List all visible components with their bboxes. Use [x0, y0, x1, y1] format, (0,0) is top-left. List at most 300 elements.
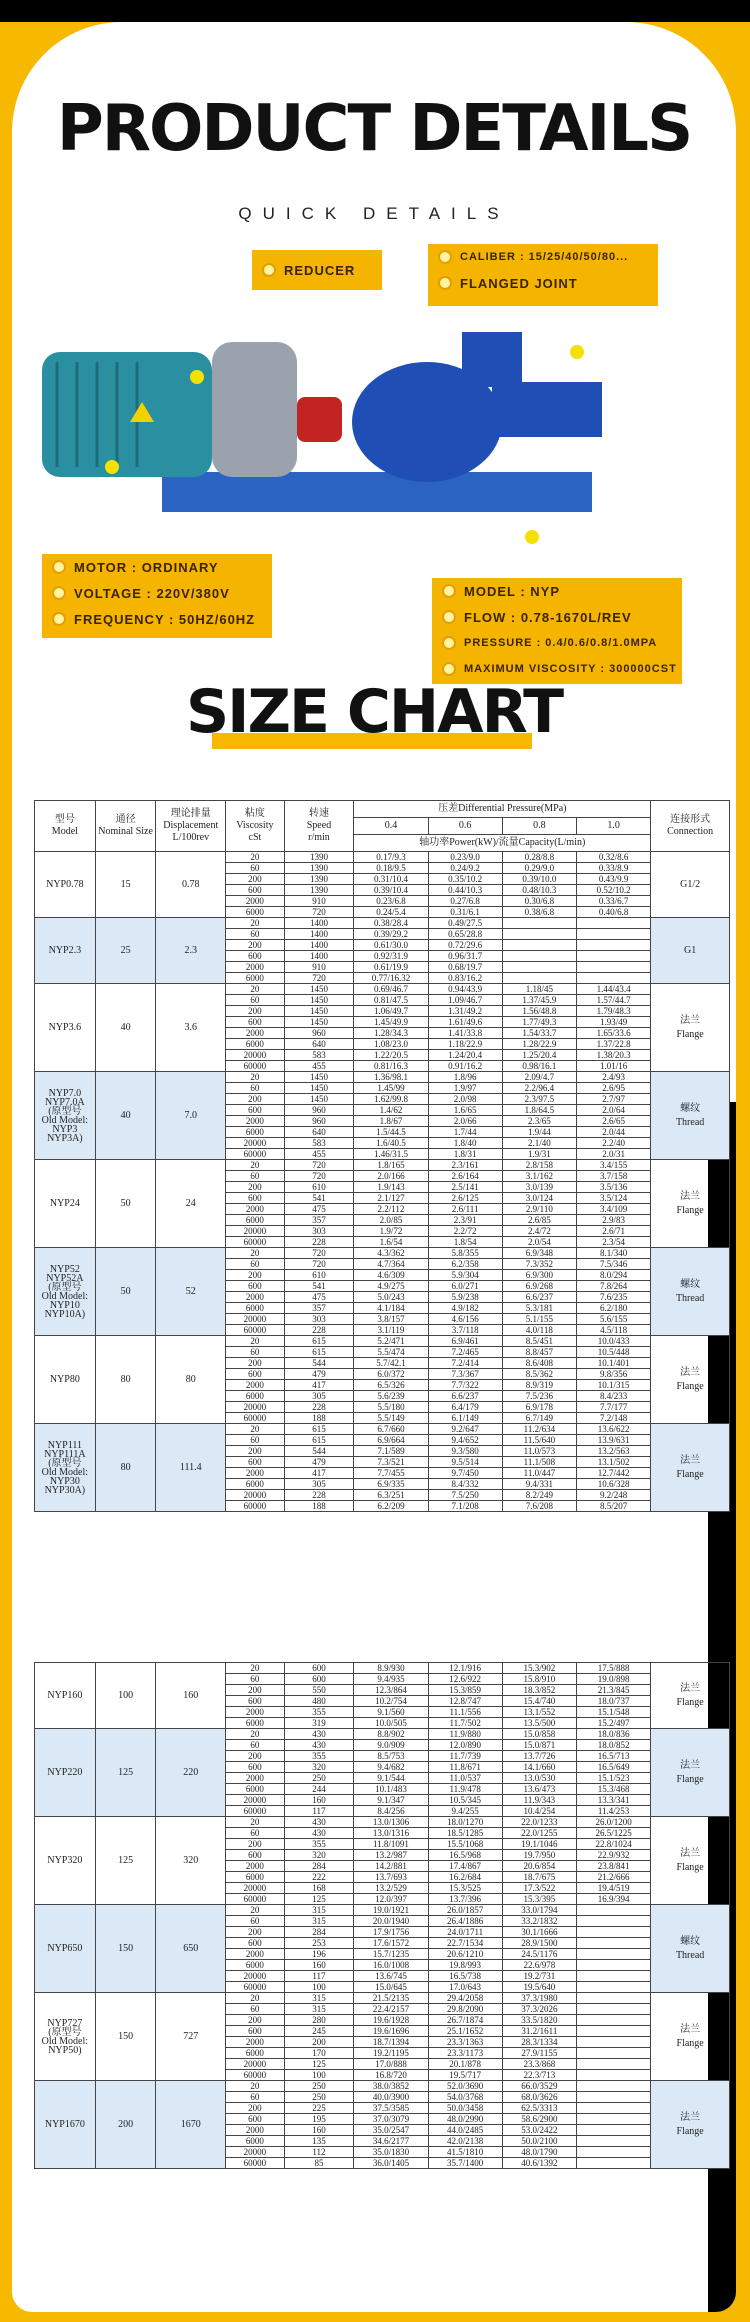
value-cell: 0.28/8.8	[502, 852, 576, 863]
speed-cell: 417	[284, 1468, 354, 1479]
value-cell: 8.6/408	[502, 1358, 576, 1369]
viscosity-cell: 20	[226, 918, 284, 929]
value-cell: 5.9/238	[428, 1292, 502, 1303]
value-cell: 17.0/643	[428, 1982, 502, 1993]
viscosity-cell: 200	[226, 1094, 284, 1105]
value-cell: 8.5/753	[354, 1751, 428, 1762]
value-cell: 14.2/881	[354, 1861, 428, 1872]
viscosity-cell: 20	[226, 852, 284, 863]
value-cell: 1.31/49.2	[428, 1006, 502, 1017]
value-cell: 1.4/62	[354, 1105, 428, 1116]
viscosity-cell: 2000	[226, 1204, 284, 1215]
value-cell: 2.6/71	[577, 1226, 651, 1237]
speed-cell: 170	[284, 2048, 354, 2059]
value-cell: 5.5/474	[354, 1347, 428, 1358]
viscosity-cell: 60000	[226, 1806, 284, 1817]
speed-cell: 1450	[284, 984, 354, 995]
header-p4: 1.0	[577, 818, 651, 835]
value-cell: 23.3/1173	[428, 2048, 502, 2059]
value-cell: 15.1/548	[577, 1707, 651, 1718]
speed-cell: 720	[284, 1259, 354, 1270]
value-cell: 1.6/54	[354, 1237, 428, 1248]
table-row	[35, 1424, 730, 1435]
viscosity-cell: 20000	[226, 1795, 284, 1806]
value-cell: 10.6/328	[577, 1479, 651, 1490]
viscosity-cell: 600	[226, 1762, 284, 1773]
callout-model	[432, 578, 682, 684]
viscosity-cell: 20000	[226, 1050, 284, 1061]
viscosity-cell: 60	[226, 995, 284, 1006]
speed-cell: 430	[284, 1729, 354, 1740]
speed-cell: 125	[284, 2059, 354, 2070]
pump-base	[162, 472, 592, 512]
speed-cell: 550	[284, 1685, 354, 1696]
value-cell: 62.5/3313	[502, 2103, 576, 2114]
value-cell: 2.09/4.7	[502, 1072, 576, 1083]
speed-cell: 610	[284, 1270, 354, 1281]
viscosity-cell: 60000	[226, 2070, 284, 2081]
speed-cell: 583	[284, 1050, 354, 1061]
speed-cell: 1400	[284, 929, 354, 940]
bullet-icon	[442, 610, 456, 624]
speed-cell: 1390	[284, 852, 354, 863]
value-cell: 15.3/395	[502, 1894, 576, 1905]
speed-cell: 284	[284, 1861, 354, 1872]
speed-cell: 960	[284, 1028, 354, 1039]
value-cell: 5.6/155	[577, 1314, 651, 1325]
value-cell: 9.3/580	[428, 1446, 502, 1457]
bullet-icon	[52, 612, 66, 626]
value-cell: 17.5/888	[577, 1663, 651, 1674]
value-cell: 5.5/149	[354, 1413, 428, 1424]
value-cell: 3.5/136	[577, 1182, 651, 1193]
value-cell: 15.0/645	[354, 1982, 428, 1993]
value-cell	[502, 929, 576, 940]
value-cell: 40.6/1392	[502, 2158, 576, 2169]
value-cell: 7.7/322	[428, 1380, 502, 1391]
bullet-icon	[442, 584, 456, 598]
value-cell: 9.1/544	[354, 1773, 428, 1784]
pump-inlet-flange	[492, 382, 602, 437]
value-cell: 6.9/664	[354, 1435, 428, 1446]
value-cell: 1.28/22.9	[502, 1039, 576, 1050]
value-cell: 24.5/1176	[502, 1949, 576, 1960]
value-cell: 25.1/1652	[428, 2026, 502, 2037]
speed-cell: 112	[284, 2147, 354, 2158]
value-cell: 33.2/1832	[502, 1916, 576, 1927]
nominal-size-cell: 15	[95, 852, 156, 918]
value-cell: 37.5/3585	[354, 2103, 428, 2114]
viscosity-cell: 60000	[226, 1894, 284, 1905]
speed-cell: 720	[284, 1160, 354, 1171]
value-cell: 0.18/9.5	[354, 863, 428, 874]
value-cell: 0.27/6.8	[428, 896, 502, 907]
value-cell: 1.18/45	[502, 984, 576, 995]
value-cell: 6.0/372	[354, 1369, 428, 1380]
value-cell: 9.2/248	[577, 1490, 651, 1501]
value-cell: 8.0/294	[577, 1270, 651, 1281]
value-cell: 1.54/33.7	[502, 1028, 576, 1039]
speed-cell: 303	[284, 1314, 354, 1325]
speed-cell: 430	[284, 1740, 354, 1751]
value-cell	[577, 940, 651, 951]
viscosity-cell: 600	[226, 2026, 284, 2037]
speed-cell: 960	[284, 1116, 354, 1127]
bullet-icon	[262, 263, 276, 277]
value-cell: 1.06/49.7	[354, 1006, 428, 1017]
value-cell: 8.5/451	[502, 1336, 576, 1347]
speed-cell: 357	[284, 1215, 354, 1226]
page-subtitle: QUICK DETAILS	[238, 204, 510, 223]
viscosity-cell: 60	[226, 1171, 284, 1182]
value-cell: 1.38/20.3	[577, 1050, 651, 1061]
value-cell: 8.8/902	[354, 1729, 428, 1740]
speed-cell: 541	[284, 1281, 354, 1292]
model-cell: NYP80	[35, 1336, 96, 1424]
viscosity-cell: 200	[226, 2103, 284, 2114]
size-chart-title	[12, 677, 736, 747]
value-cell	[577, 2037, 651, 2048]
speed-cell: 100	[284, 1982, 354, 1993]
value-cell: 13.0/1306	[354, 1817, 428, 1828]
value-cell: 37.3/1980	[502, 1993, 576, 2004]
value-cell: 15.2/497	[577, 1718, 651, 1729]
motor-body	[42, 352, 212, 477]
value-cell: 4.6/309	[354, 1270, 428, 1281]
value-cell: 1.41/33.8	[428, 1028, 502, 1039]
value-cell: 2.2/40	[577, 1138, 651, 1149]
value-cell: 50.0/2100	[502, 2136, 576, 2147]
viscosity-cell: 60000	[226, 1061, 284, 1072]
model-cell: NYP650	[35, 1905, 96, 1993]
table-row	[35, 1336, 730, 1347]
value-cell: 16.8/720	[354, 2070, 428, 2081]
value-cell: 28.3/1334	[502, 2037, 576, 2048]
reducer-body	[212, 342, 297, 477]
value-cell: 17.9/1756	[354, 1927, 428, 1938]
speed-cell: 720	[284, 973, 354, 984]
value-cell: 0.77/16.32	[354, 973, 428, 984]
connection-cell: G1/2	[651, 852, 730, 918]
value-cell: 35.0/1830	[354, 2147, 428, 2158]
speed-cell: 315	[284, 1993, 354, 2004]
value-cell	[577, 2059, 651, 2070]
value-cell: 33.0/1794	[502, 1905, 576, 1916]
viscosity-cell: 200	[226, 1446, 284, 1457]
value-cell: 20.0/1940	[354, 1916, 428, 1927]
value-cell: 1.36/98.1	[354, 1072, 428, 1083]
callout-flow-text: FLOW : 0.78-1670L/REV	[464, 609, 632, 625]
value-cell: 24.0/1711	[428, 1927, 502, 1938]
bullet-icon	[438, 276, 452, 290]
value-cell: 2.7/97	[577, 1094, 651, 1105]
viscosity-cell: 6000	[226, 1039, 284, 1050]
value-cell: 19.8/993	[428, 1960, 502, 1971]
value-cell: 1.37/45.9	[502, 995, 576, 1006]
viscosity-cell: 2000	[226, 1773, 284, 1784]
value-cell: 2.0/66	[428, 1116, 502, 1127]
value-cell: 0.23/9.0	[428, 852, 502, 863]
table-row	[35, 1993, 730, 2004]
value-cell: 18.3/852	[502, 1685, 576, 1696]
value-cell: 1.8/96	[428, 1072, 502, 1083]
table-row	[35, 1160, 730, 1171]
value-cell: 0.33/8.9	[577, 863, 651, 874]
speed-cell: 475	[284, 1292, 354, 1303]
value-cell	[577, 951, 651, 962]
value-cell: 0.44/10.3	[428, 885, 502, 896]
speed-cell: 455	[284, 1061, 354, 1072]
value-cell: 22.8/1024	[577, 1839, 651, 1850]
value-cell: 5.9/304	[428, 1270, 502, 1281]
speed-cell: 1450	[284, 1094, 354, 1105]
viscosity-cell: 60000	[226, 1149, 284, 1160]
value-cell: 9.1/347	[354, 1795, 428, 1806]
value-cell: 11.4/253	[577, 1806, 651, 1817]
value-cell	[577, 2103, 651, 2114]
value-cell: 18.0/852	[577, 1740, 651, 1751]
model-cell: NYP52 NYP52A (原型号 Old Model: NYP10 NYP10A)	[35, 1248, 96, 1336]
viscosity-cell: 600	[226, 1938, 284, 1949]
value-cell: 35.0/2547	[354, 2125, 428, 2136]
bullet-icon	[438, 250, 452, 264]
connection-cell: 法兰 Flange	[651, 1817, 730, 1905]
speed-cell: 228	[284, 1325, 354, 1336]
viscosity-cell: 20000	[226, 1314, 284, 1325]
value-cell: 8.1/340	[577, 1248, 651, 1259]
size-chart-title-text: SIZE CHART	[185, 677, 563, 747]
value-cell	[577, 1938, 651, 1949]
value-cell: 22.3/713	[502, 2070, 576, 2081]
table-row	[35, 852, 730, 863]
value-cell: 2.0/166	[354, 1171, 428, 1182]
table-row	[35, 1905, 730, 1916]
value-cell: 6.5/326	[354, 1380, 428, 1391]
value-cell: 4.9/275	[354, 1281, 428, 1292]
header-p1: 0.4	[354, 818, 428, 835]
connection-cell: 法兰 Flange	[651, 1336, 730, 1424]
speed-cell: 1450	[284, 995, 354, 1006]
header-model: 型号 Model	[35, 801, 96, 852]
value-cell: 7.3/521	[354, 1457, 428, 1468]
value-cell: 10.5/448	[577, 1347, 651, 1358]
speed-cell: 479	[284, 1457, 354, 1468]
nominal-size-cell: 125	[95, 1729, 156, 1817]
viscosity-cell: 60	[226, 1083, 284, 1094]
callout-caliber-flange	[428, 244, 658, 306]
value-cell	[577, 2125, 651, 2136]
speed-cell: 355	[284, 1839, 354, 1850]
displacement-cell: 24	[156, 1160, 226, 1248]
value-cell: 15.0/858	[502, 1729, 576, 1740]
viscosity-cell: 60000	[226, 1413, 284, 1424]
value-cell: 6.0/271	[428, 1281, 502, 1292]
viscosity-cell: 6000	[226, 1479, 284, 1490]
value-cell: 1.01/16	[577, 1061, 651, 1072]
speed-cell: 244	[284, 1784, 354, 1795]
value-cell: 4.6/156	[428, 1314, 502, 1325]
value-cell: 3.5/124	[577, 1193, 651, 1204]
value-cell: 0.33/6.7	[577, 896, 651, 907]
value-cell: 1.44/43.4	[577, 984, 651, 995]
speed-cell: 315	[284, 1916, 354, 1927]
value-cell: 1.45/99	[354, 1083, 428, 1094]
value-cell: 6.9/335	[354, 1479, 428, 1490]
speed-cell: 430	[284, 1828, 354, 1839]
speed-cell: 480	[284, 1696, 354, 1707]
value-cell: 29.4/2058	[428, 1993, 502, 2004]
value-cell: 19.0/898	[577, 1674, 651, 1685]
viscosity-cell: 60	[226, 1740, 284, 1751]
value-cell: 0.96/31.7	[428, 951, 502, 962]
value-cell: 15.3/859	[428, 1685, 502, 1696]
nominal-size-cell: 200	[95, 2081, 156, 2169]
value-cell: 13.6/622	[577, 1424, 651, 1435]
value-cell: 6.2/358	[428, 1259, 502, 1270]
value-cell	[577, 1905, 651, 1916]
viscosity-cell: 2000	[226, 2037, 284, 2048]
speed-cell: 315	[284, 2004, 354, 2015]
value-cell: 35.7/1400	[428, 2158, 502, 2169]
value-cell: 18.7/1394	[354, 2037, 428, 2048]
model-cell: NYP111 NYP111A (原型号 Old Model: NYP30 NYP30A)	[35, 1424, 96, 1512]
value-cell: 1.9/97	[428, 1083, 502, 1094]
value-cell: 11.1/508	[502, 1457, 576, 1468]
viscosity-cell: 20	[226, 984, 284, 995]
speed-cell: 196	[284, 1949, 354, 1960]
value-cell: 3.4/109	[577, 1204, 651, 1215]
value-cell: 26.4/1886	[428, 1916, 502, 1927]
value-cell: 0.17/9.3	[354, 852, 428, 863]
viscosity-cell: 200	[226, 1270, 284, 1281]
value-cell	[577, 918, 651, 929]
viscosity-cell: 6000	[226, 973, 284, 984]
viscosity-cell: 20	[226, 1336, 284, 1347]
value-cell: 11.5/640	[502, 1435, 576, 1446]
displacement-cell: 220	[156, 1729, 226, 1817]
value-cell: 33.5/1820	[502, 2015, 576, 2026]
displacement-cell: 320	[156, 1817, 226, 1905]
viscosity-cell: 20000	[226, 2147, 284, 2158]
value-cell: 11.1/556	[428, 1707, 502, 1718]
value-cell: 0.98/16.1	[502, 1061, 576, 1072]
speed-cell: 303	[284, 1226, 354, 1237]
viscosity-cell: 60	[226, 863, 284, 874]
value-cell: 9.4/331	[502, 1479, 576, 1490]
value-cell: 0.91/16.2	[428, 1061, 502, 1072]
value-cell: 58.6/2900	[502, 2114, 576, 2125]
value-cell: 4.1/184	[354, 1303, 428, 1314]
value-cell: 11.0/573	[502, 1446, 576, 1457]
model-cell: NYP320	[35, 1817, 96, 1905]
viscosity-cell: 600	[226, 2114, 284, 2125]
table-row	[35, 1817, 730, 1828]
value-cell: 13.1/552	[502, 1707, 576, 1718]
viscosity-cell: 600	[226, 1369, 284, 1380]
value-cell: 2.2/96.4	[502, 1083, 576, 1094]
displacement-cell: 3.6	[156, 984, 226, 1072]
value-cell: 2.3/91	[428, 1215, 502, 1226]
value-cell: 0.81/47.5	[354, 995, 428, 1006]
viscosity-cell: 600	[226, 885, 284, 896]
speed-cell: 544	[284, 1358, 354, 1369]
value-cell: 22.7/1534	[428, 1938, 502, 1949]
displacement-cell: 80	[156, 1336, 226, 1424]
value-cell: 0.39/29.2	[354, 929, 428, 940]
connection-cell: 法兰 Flange	[651, 1160, 730, 1248]
value-cell: 44.0/2485	[428, 2125, 502, 2136]
value-cell: 0.39/10.4	[354, 885, 428, 896]
nominal-size-cell: 100	[95, 1663, 156, 1729]
displacement-cell: 52	[156, 1248, 226, 1336]
value-cell: 15.3/902	[502, 1663, 576, 1674]
displacement-cell: 7.0	[156, 1072, 226, 1160]
value-cell: 5.0/243	[354, 1292, 428, 1303]
value-cell: 7.2/465	[428, 1347, 502, 1358]
connection-cell: 法兰 Flange	[651, 1729, 730, 1817]
speed-cell: 315	[284, 1905, 354, 1916]
speed-cell: 188	[284, 1413, 354, 1424]
value-cell: 23.8/841	[577, 1861, 651, 1872]
value-cell: 3.7/158	[577, 1171, 651, 1182]
value-cell: 19.2/1195	[354, 2048, 428, 2059]
value-cell: 11.0/537	[428, 1773, 502, 1784]
speed-cell: 544	[284, 1446, 354, 1457]
pump-outlet-flange	[462, 332, 522, 387]
speed-cell: 640	[284, 1039, 354, 1050]
value-cell: 2.6/95	[577, 1083, 651, 1094]
speed-cell: 250	[284, 2092, 354, 2103]
viscosity-cell: 20	[226, 1729, 284, 1740]
value-cell: 23.3/868	[502, 2059, 576, 2070]
viscosity-cell: 20	[226, 1248, 284, 1259]
value-cell: 6.6/237	[502, 1292, 576, 1303]
value-cell: 2.0/31	[577, 1149, 651, 1160]
value-cell: 5.3/181	[502, 1303, 576, 1314]
viscosity-cell: 2000	[226, 1861, 284, 1872]
value-cell: 0.72/29.6	[428, 940, 502, 951]
value-cell: 54.0/3768	[428, 2092, 502, 2103]
viscosity-cell: 600	[226, 951, 284, 962]
model-cell: NYP7.0 NYP7.0A (原型号 Old Model: NYP3 NYP3A)	[35, 1072, 96, 1160]
value-cell: 5.6/239	[354, 1391, 428, 1402]
value-cell	[577, 2136, 651, 2147]
value-cell: 1.46/31.5	[354, 1149, 428, 1160]
header-pressure: 压差Differential Pressure(MPa)	[354, 801, 651, 818]
callout-voltage-text: VOLTAGE : 220V/380V	[74, 585, 230, 601]
value-cell: 12.0/890	[428, 1740, 502, 1751]
speed-cell: 910	[284, 896, 354, 907]
viscosity-cell: 60000	[226, 1982, 284, 1993]
viscosity-cell: 60000	[226, 2158, 284, 2169]
value-cell: 10.2/754	[354, 1696, 428, 1707]
value-cell: 3.0/139	[502, 1182, 576, 1193]
speed-cell: 253	[284, 1938, 354, 1949]
value-cell	[577, 2147, 651, 2158]
value-cell: 1.22/20.5	[354, 1050, 428, 1061]
speed-cell: 720	[284, 1248, 354, 1259]
value-cell: 0.31/10.4	[354, 874, 428, 885]
value-cell: 6.2/180	[577, 1303, 651, 1314]
speed-cell: 615	[284, 1435, 354, 1446]
value-cell: 14.1/660	[502, 1762, 576, 1773]
value-cell: 2.6/85	[502, 1215, 576, 1226]
speed-cell: 960	[284, 1105, 354, 1116]
value-cell: 1.79/48.3	[577, 1006, 651, 1017]
value-cell: 0.68/19.7	[428, 962, 502, 973]
viscosity-cell: 20	[226, 1993, 284, 2004]
value-cell: 1.25/20.4	[502, 1050, 576, 1061]
